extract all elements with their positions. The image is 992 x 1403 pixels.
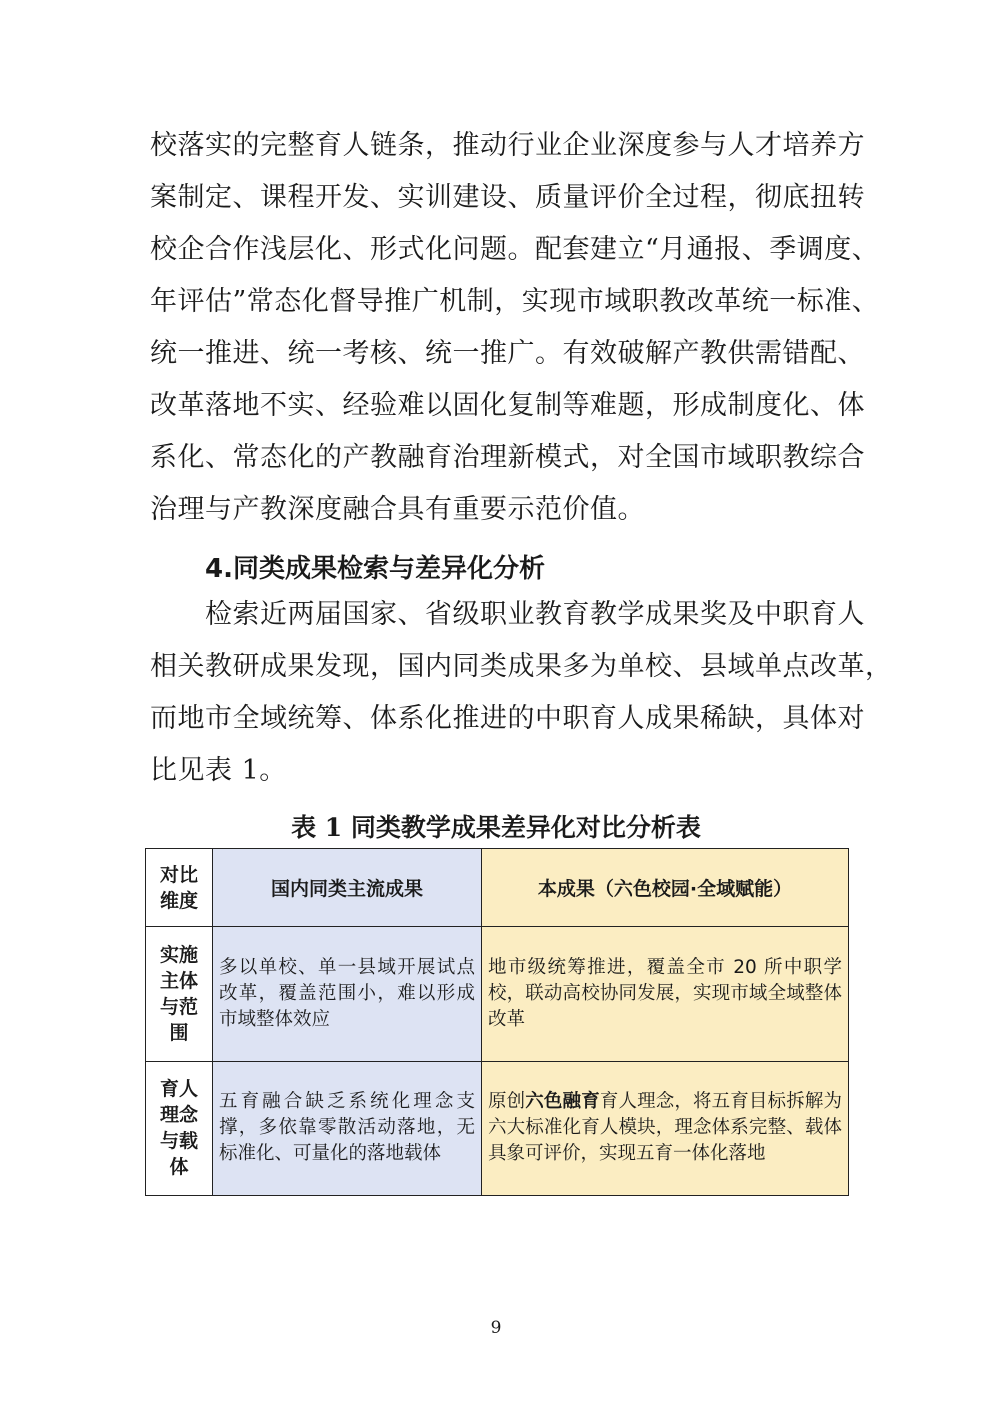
row-domestic-cell: 多以单校、单一县域开展试点改革，覆盖范围小，难以形成市域整体效应: [213, 927, 482, 1061]
section-line-3: 而地市全域统筹、体系化推进的中职育人成果稀缺，具体对: [150, 703, 865, 734]
table-caption: 表 1 同类教学成果差异化对比分析表: [291, 813, 701, 842]
ours-prefix: 原创: [488, 1091, 526, 1113]
header-dimension: [146, 849, 213, 927]
row-ours-cell: 地市级统筹推进，覆盖全市 20 所中职学校，联动高校协同发展，实现市域全域整体改革: [482, 927, 849, 1061]
row-ours-cell: [482, 1061, 849, 1195]
row-domestic-cell: 五育融合缺乏系统化理念支撑，多依靠零散活动落地，无标准化、可量化的落地载体: [213, 1061, 482, 1195]
table-row: [146, 1061, 849, 1195]
header-dimension-label: 对比维度: [159, 863, 198, 912]
row-dimension: [146, 1061, 213, 1195]
table-row: [146, 927, 849, 1061]
body-line-6: 改革落地不实、经验难以固化复制等难题，形成制度化、体: [150, 390, 865, 421]
body-line-7: 系化、常态化的产教融育治理新模式，对全国市域职教综合: [150, 442, 865, 473]
page-number: 9: [490, 1318, 502, 1338]
body-line-5: 统一推进、统一考核、统一推广。有效破解产教供需错配、: [150, 338, 865, 369]
section-line-2: 相关教研成果发现，国内同类成果多为单校、县域单点改革，: [150, 651, 893, 682]
row-dimension-label: 育人理念与载体: [159, 1078, 198, 1179]
comparison-table: [145, 848, 849, 1196]
row-dimension-label: 实施主体与范围: [159, 943, 198, 1044]
section-line-1: 检索近两届国家、省级职业教育教学成果奖及中职育人: [205, 599, 865, 630]
ours-highlight: 六色融育: [525, 1091, 600, 1113]
ours-suffix: 育人理念，将五育目标拆解为六大标准化育人模块，理念体系完整、载体具象可评价，实现五育一体化落地: [488, 1091, 842, 1165]
header-domestic: 国内同类主流成果: [213, 849, 482, 927]
body-line-1: 校落实的完整育人链条，推动行业企业深度参与人才培养方: [150, 130, 865, 161]
section-heading: 4.同类成果检索与差异化分析: [205, 554, 545, 584]
header-ours: 本成果（六色校园·全域赋能）: [482, 849, 849, 927]
row-dimension: [146, 927, 213, 1061]
table-header-row: [146, 849, 849, 927]
body-line-8: 治理与产教深度融合具有重要示范价值。: [150, 494, 645, 525]
body-line-4: 年评估”常态化督导推广机制，实现市域职教改革统一标准、: [150, 286, 880, 317]
body-line-3: 校企合作浅层化、形式化问题。配套建立“月通报、季调度、: [150, 234, 880, 265]
body-line-2: 案制定、课程开发、实训建设、质量评价全过程，彻底扭转: [150, 182, 865, 213]
section-line-4: 比见表 1。: [150, 755, 287, 786]
